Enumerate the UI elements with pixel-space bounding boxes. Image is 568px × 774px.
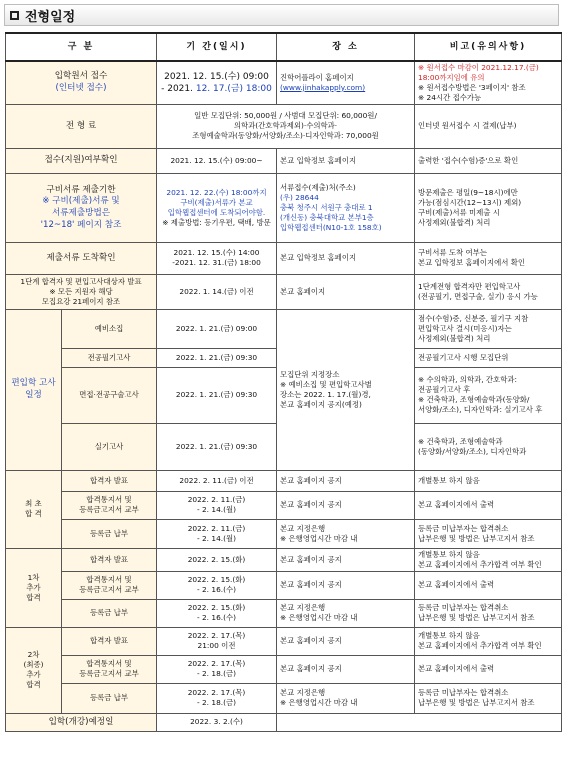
table-row <box>6 519 562 548</box>
extra1-announce-period: 2022. 2. 15.(화) <box>157 548 277 571</box>
table-row <box>6 548 562 571</box>
final-group-label: 최 초 합 격 <box>6 470 62 548</box>
extra1-notice-remark: 본교 홈페이지에서 출력 <box>415 571 562 599</box>
exam-ticket-remark: 출력한 '접수(수험)증'으로 확인 <box>415 148 562 173</box>
final-notice-label: 합격통지서 및 등록금고지서 교부 <box>62 491 157 519</box>
documents-place: 서류접수(제출)처(주소) (우) 28644 충북 청주시 서원구 충대로 1 (개신동) 충북대학교 본부1층 입학웹접센터(N10-1호 158호) <box>277 173 415 242</box>
extra1-pay-place: 본교 지정은행 ※ 은행영업시간 마감 내 <box>277 599 415 627</box>
extra2-announce-period: 2022. 2. 17.(목) 21:00 이전 <box>157 627 277 655</box>
prelim-label: 예비소집 <box>62 309 157 348</box>
prelim-period: 2022. 1. 21.(금) 09:00 <box>157 309 277 348</box>
exam-ticket-place: 본교 입학정보 홈페이지 <box>277 148 415 173</box>
table-row <box>6 627 562 655</box>
transfer-exam-group-label: 편입학 고사 일정 <box>6 309 62 470</box>
application-label: 입학원서 접수 (인터넷 접수) <box>6 61 157 104</box>
extra2-pay-place: 본교 지정은행 ※ 은행영업시간 마감 내 <box>277 683 415 713</box>
table-row <box>6 683 562 713</box>
arrival-remarks: 구비서류 도착 여부는 본교 입학정보 홈페이지에서 확인 <box>415 242 562 274</box>
arrival-label: 제출서류 도착확인 <box>6 242 157 274</box>
extra2-group-label: 2차 (최종) 추가 합격 <box>6 627 62 713</box>
interview-remarks: ※ 수의학과, 의학과, 간호학과: 전공필기고사 후 ※ 건축학과, 조형예술학과(동양화/ 서양화/조소), 디자인학과: 실기고사 후 <box>415 367 562 423</box>
final-announce-place: 본교 홈페이지 공지 <box>277 470 415 491</box>
application-remarks: ※ 원서접수 마감이 2021.12.17.(금) 18:00까지임에 유의 ※ 원서접수방법은 '3페이지' 참조 ※ 24시간 접수가능 <box>415 61 562 104</box>
interview-label: 면접·전공구술고사 <box>62 367 157 423</box>
extra2-announce-label: 합격자 발표 <box>62 627 157 655</box>
documents-period: 2021. 12. 22.(수) 18:00까지 구비(제출)서류가 본교 입학웹접센터에 도착되어야함. ※ 제출방법: 등기우편, 택배, 방문 <box>157 173 277 242</box>
extra2-pay-label: 등록금 납부 <box>62 683 157 713</box>
final-notice-period: 2022. 2. 11.(금) - 2. 14.(월) <box>157 491 277 519</box>
fee-remark: 인터넷 원서접수 시 결제(납부) <box>415 104 562 148</box>
written-remark: 전공필기고사 시행 모집단위 <box>415 348 562 367</box>
extra2-announce-place: 본교 홈페이지 공지 <box>277 627 415 655</box>
header-place: 장 소 <box>277 33 415 61</box>
extra2-notice-period: 2022. 2. 17.(목) - 2. 18.(금) <box>157 655 277 683</box>
table-row <box>6 104 562 148</box>
extra1-notice-label: 합격통지서 및 등록금고지서 교부 <box>62 571 157 599</box>
exam-ticket-label: 접수(지원)여부확인 <box>6 148 157 173</box>
extra1-pay-label: 등록금 납부 <box>62 599 157 627</box>
extra2-announce-remarks: 개별통보 하지 않음 본교 홈페이지에서 추가합격 여부 확인 <box>415 627 562 655</box>
arrival-period: 2021. 12. 15.(수) 14:00 -2021. 12. 31.(금) 18:00 <box>157 242 277 274</box>
schedule-table <box>5 32 562 732</box>
arrival-place: 본교 입학정보 홈페이지 <box>277 242 415 274</box>
application-period: 2021. 12. 15.(수) 09:00 - 2021. 12. 17.(금) 18:00 <box>157 61 277 104</box>
table-row <box>6 599 562 627</box>
final-pay-label: 등록금 납부 <box>62 519 157 548</box>
table-row <box>6 148 562 173</box>
documents-label: 구비서류 제출기한 ※ 구비(제출)서류 및 서류제출방법은 '12~18' 페이지 참조 <box>6 173 157 242</box>
application-place: 진학어플라이 홈페이지 (www.jinhakapply.com) <box>277 61 415 104</box>
table-row <box>6 173 562 242</box>
prelim-remarks: 점수(수험)증, 신분증, 필기구 지참 편입학고사 결시(미응시)자는 사정제외(불합격) 처리 <box>415 309 562 348</box>
header-remarks: 비고(유의사항) <box>415 33 562 61</box>
stage1-place: 본교 홈페이지 <box>277 274 415 309</box>
documents-remarks: 방문제출은 평일(9~18시)에만 가능(점심시간(12~13시) 제외) 구비(제출)서류 미제출 시 사정제외(불합격) 처리 <box>415 173 562 242</box>
practical-period: 2022. 1. 21.(금) 09:30 <box>157 423 277 470</box>
section-title: 전형일정 <box>25 9 76 25</box>
header-division: 구 분 <box>6 33 157 61</box>
exam-ticket-period: 2021. 12. 15.(수) 09:00~ <box>157 148 277 173</box>
final-announce-period: 2022. 2. 11.(금) 이전 <box>157 470 277 491</box>
transfer-exam-place: 모집단위 지정장소 ※ 예비소집 및 편입학고사별 장소는 2022. 1. 17.(월)경, 본교 홈페이지 공지(예정) <box>277 309 415 470</box>
table-row <box>6 309 562 348</box>
square-icon <box>10 11 19 20</box>
extra1-pay-period: 2022. 2. 15.(화) - 2. 16.(수) <box>157 599 277 627</box>
written-label: 전공필기고사 <box>62 348 157 367</box>
table-row <box>6 61 562 104</box>
table-row <box>6 242 562 274</box>
practical-label: 실기고사 <box>62 423 157 470</box>
fee-label: 전 형 료 <box>6 104 157 148</box>
final-pay-remarks: 등록금 미납부자는 합격취소 납부은행 및 방법은 납부고지서 참조 <box>415 519 562 548</box>
jinhakapply-link[interactable]: (www.jinhakapply.com) <box>280 82 366 92</box>
extra2-notice-place: 본교 홈페이지 공지 <box>277 655 415 683</box>
table-row <box>6 274 562 309</box>
fee-amounts: 일반 모집단위: 50,000원 / 사범대 모집단위: 60,000원/ 의학과(간호학과제외)·수의학과· 조형예술학과(동양화/서양화/조소)·디자인학과: 70,000원 <box>157 104 415 148</box>
stage1-remarks: 1단계전형 합격자만 편입학고사 (전공필기, 면접구술, 실기) 응시 가능 <box>415 274 562 309</box>
extra2-pay-period: 2022. 2. 17.(목) - 2. 18.(금) <box>157 683 277 713</box>
extra1-announce-remarks: 개별통보 하지 않음 본교 홈페이지에서 추가합격 여부 확인 <box>415 548 562 571</box>
final-notice-remark: 본교 홈페이지에서 출력 <box>415 491 562 519</box>
extra1-group-label: 1차 추가 합격 <box>6 548 62 627</box>
stage1-period: 2022. 1. 14.(금) 이전 <box>157 274 277 309</box>
extra1-notice-period: 2022. 2. 15.(화) - 2. 16.(수) <box>157 571 277 599</box>
final-notice-place: 본교 홈페이지 공지 <box>277 491 415 519</box>
entrance-empty <box>277 713 562 731</box>
extra1-announce-label: 합격자 발표 <box>62 548 157 571</box>
final-pay-place: 본교 지정은행 ※ 은행영업시간 마감 내 <box>277 519 415 548</box>
interview-period: 2022. 1. 21.(금) 09:30 <box>157 367 277 423</box>
header-period: 기 간(일시) <box>157 33 277 61</box>
written-period: 2022. 1. 21.(금) 09:30 <box>157 348 277 367</box>
extra2-notice-remark: 본교 홈페이지에서 출력 <box>415 655 562 683</box>
table-row <box>6 470 562 491</box>
table-row <box>6 571 562 599</box>
table-row <box>6 713 562 731</box>
section-title-bar <box>4 4 559 26</box>
entrance-label: 입학(개강)예정일 <box>6 713 157 731</box>
extra2-pay-remarks: 등록금 미납부자는 합격취소 납부은행 및 방법은 납부고지서 참조 <box>415 683 562 713</box>
table-row <box>6 655 562 683</box>
extra1-notice-place: 본교 홈페이지 공지 <box>277 571 415 599</box>
header-row <box>6 33 562 61</box>
extra2-notice-label: 합격통지서 및 등록금고지서 교부 <box>62 655 157 683</box>
stage1-label: 1단계 합격자 및 편입고사대상자 발표 ※ 모든 지원자 해당 모집요강 21페이지 참조 <box>6 274 157 309</box>
table-row <box>6 491 562 519</box>
final-announce-label: 합격자 발표 <box>62 470 157 491</box>
extra1-pay-remarks: 등록금 미납부자는 합격취소 납부은행 및 방법은 납부고지서 참조 <box>415 599 562 627</box>
extra1-announce-place: 본교 홈페이지 공지 <box>277 548 415 571</box>
entrance-period: 2022. 3. 2.(수) <box>157 713 277 731</box>
practical-remarks: ※ 건축학과, 조형예술학과 (동양화/서양화/조소), 디자인학과 <box>415 423 562 470</box>
final-announce-remark: 개별통보 하지 않음 <box>415 470 562 491</box>
final-pay-period: 2022. 2. 11.(금) - 2. 14.(월) <box>157 519 277 548</box>
